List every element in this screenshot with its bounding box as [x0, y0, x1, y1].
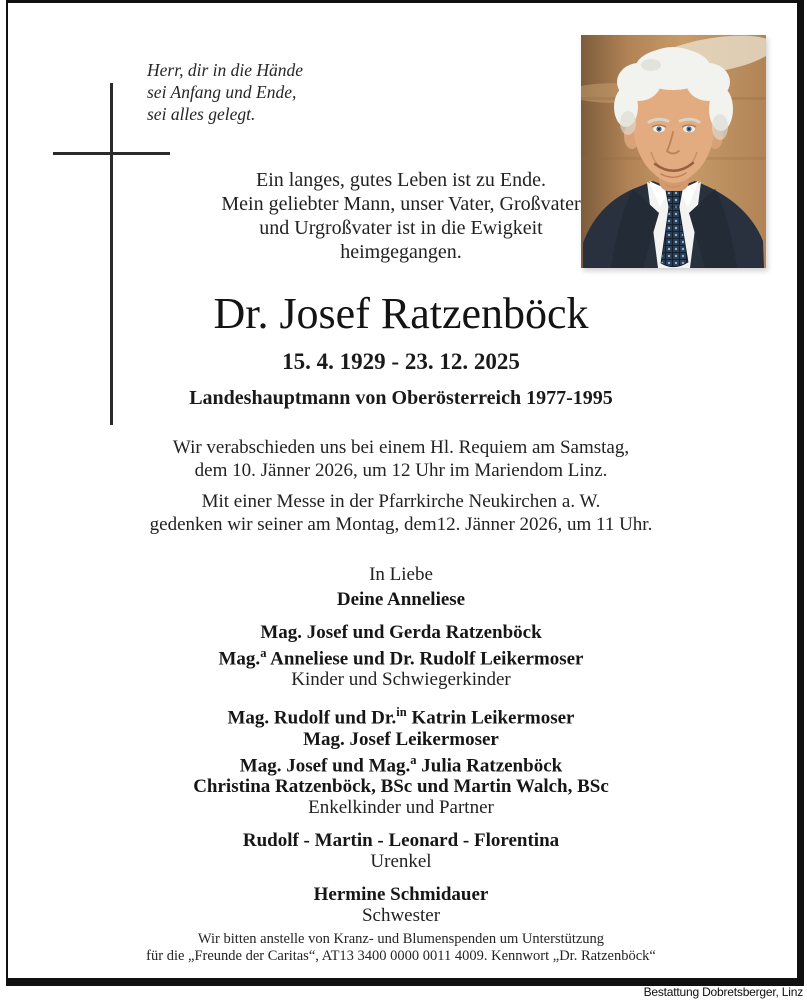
- requiem-info: Wir verabschieden uns bei einem Hl. Requiem am Samstag, dem 10. Jänner 2026, um 12 Uhr im Mariendom Linz.: [172, 437, 630, 481]
- mourner-name: Mag. Josef Leikermoser: [303, 728, 499, 750]
- farewell-group: [0, 702, 802, 818]
- mourner-name: Mag. Josef und Gerda Ratzenböck: [260, 622, 542, 643]
- relationship-label: Kinder und Schwiegerkinder: [291, 669, 511, 691]
- farewell-groups: [0, 589, 802, 938]
- mourner-name: Hermine Schmidauer: [313, 883, 489, 905]
- mourner-name: Mag.$^a$ Anneliese und Dr. Rudolf Leikermoser: [218, 646, 584, 670]
- life-dates: 15. 4. 1929 - 23. 12. 2025: [282, 349, 520, 374]
- relationship-label: Enkelkinder und Partner: [308, 796, 494, 818]
- farewell-group: [0, 884, 802, 926]
- farewell-intro: In Liebe: [369, 564, 433, 585]
- mourner-name: Mag. Josef und Mag.$^a$ Julia Ratzenböck: [239, 752, 563, 776]
- funeral-home-caption: Bestattung Dobretsberger, Linz: [643, 985, 803, 999]
- mourner-name: Rudolf - Martin - Leonard - Florentina: [242, 829, 560, 851]
- mourner-name: Mag. Rudolf und Dr.$^{in}$ Katrin Leikermoser: [227, 705, 575, 729]
- announcement-text: Ein langes, gutes Leben ist zu Ende. Mein geliebter Mann, unser Vater, Großvater und Urgroßvater ist in die Ewigkeit heimgegangen.: [221, 169, 581, 263]
- relationship-label: Urenkel: [370, 850, 432, 872]
- cross-horizontal-bar: [53, 152, 170, 155]
- farewell-group: [0, 622, 802, 690]
- deceased-title: Landeshauptmann von Oberösterreich 1977-1995: [189, 387, 613, 409]
- donation-note: Wir bitten anstelle von Kranz- und Blumenspenden um Unterstützung für die „Freunde der Caritas“, AT13 3400 0000 0011 4009. Kennwort „Dr. Ratzenböck“: [146, 931, 656, 964]
- mourner-name: Christina Ratzenböck, BSc und Martin Walch, BSc: [193, 775, 609, 797]
- deceased-name: Dr. Josef Ratzenböck: [213, 289, 589, 338]
- farewell-group: [0, 589, 802, 610]
- relationship-label: Schwester: [361, 904, 441, 926]
- farewell-group: [0, 830, 802, 872]
- memorial-mass-info: Mit einer Messe in der Pfarrkirche Neukirchen a. W. gedenken wir seiner am Montag, dem12. Jänner 2026, um 11 Uhr.: [149, 491, 653, 535]
- memorial-quote: Herr, dir in die Hände sei Anfang und Ende, sei alles gelegt.: [147, 60, 304, 124]
- mourner-name: Deine Anneliese: [336, 589, 466, 610]
